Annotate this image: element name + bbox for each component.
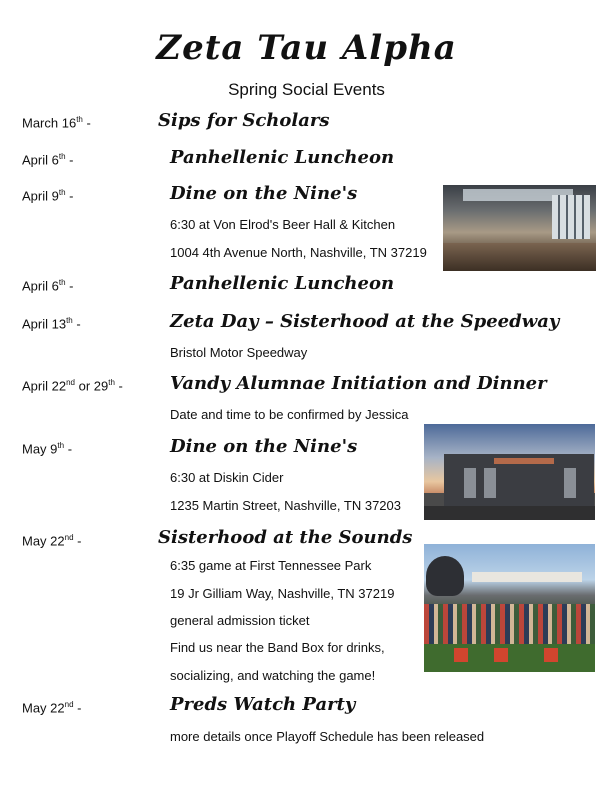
event-title: Vandy Alumnae Initiation and Dinner <box>170 373 547 394</box>
event-detail: 6:30 at Von Elrod's Beer Hall & Kitchen <box>170 217 396 232</box>
event-date: April 6th - <box>22 152 74 168</box>
event-detail: 6:30 at Diskin Cider <box>170 470 284 485</box>
event-title: Panhellenic Luncheon <box>170 273 395 294</box>
event-detail: Bristol Motor Speedway <box>170 345 308 360</box>
event-detail: 1235 Martin Street, Nashville, TN 37203 <box>170 498 401 513</box>
event-date: April 13th - <box>22 316 81 332</box>
event-date: March 16th - <box>22 115 91 131</box>
ballpark-photo <box>424 544 595 672</box>
cider-house-photo <box>424 424 595 520</box>
event-title: Sisterhood at the Sounds <box>158 527 413 548</box>
event-date: May 22nd - <box>22 533 82 549</box>
page-subtitle: Spring Social Events <box>228 80 385 99</box>
event-title: Dine on the Nine's <box>170 436 358 457</box>
event-date: May 22nd - <box>22 700 82 716</box>
event-detail: more details once Playoff Schedule has been released <box>170 729 485 744</box>
event-title: Preds Watch Party <box>170 694 356 715</box>
event-detail: 6:35 game at First Tennessee Park <box>170 558 372 573</box>
event-title: Sips for Scholars <box>158 110 330 131</box>
event-date: April 6th - <box>22 278 74 294</box>
event-detail: socializing, and watching the game! <box>170 668 376 683</box>
event-date: May 9th - <box>22 441 73 457</box>
event-title: Dine on the Nine's <box>170 183 358 204</box>
event-detail: 19 Jr Gilliam Way, Nashville, TN 37219 <box>170 586 395 601</box>
event-title: Panhellenic Luncheon <box>170 147 395 168</box>
page-title: Zeta Tau Alpha <box>156 28 457 68</box>
event-detail: Date and time to be confirmed by Jessica <box>170 407 409 422</box>
event-detail: 1004 4th Avenue North, Nashville, TN 37219 <box>170 245 427 260</box>
event-detail: general admission ticket <box>170 613 310 628</box>
event-detail: Find us near the Band Box for drinks, <box>170 640 385 655</box>
event-title: Zeta Day – Sisterhood at the Speedway <box>170 311 560 332</box>
beer-hall-photo <box>443 185 596 271</box>
event-date: April 9th - <box>22 188 74 204</box>
event-date: April 22nd or 29th - <box>22 378 123 394</box>
